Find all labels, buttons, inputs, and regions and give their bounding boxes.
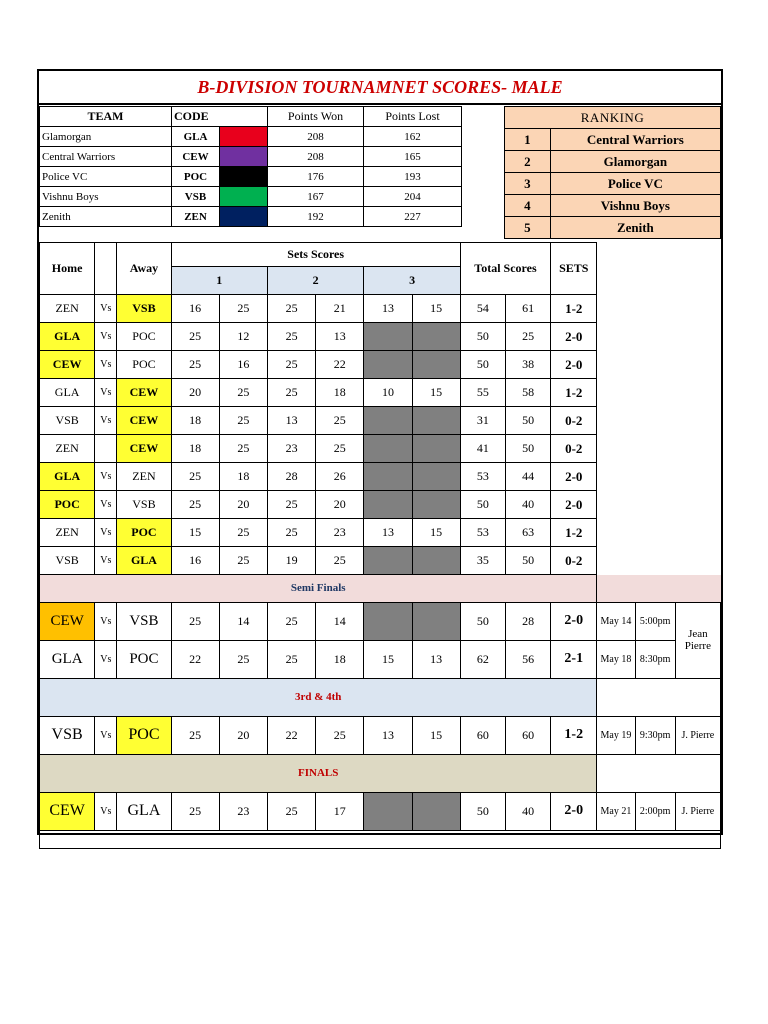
- vs-label: Vs: [95, 295, 117, 323]
- unplayed-set: [364, 491, 412, 519]
- footer-spacer: [40, 830, 721, 848]
- away-team: VSB: [117, 491, 171, 519]
- home-team: ZEN: [40, 435, 95, 463]
- away-team: POC: [117, 323, 171, 351]
- vs-label: Vs: [95, 519, 117, 547]
- total-score: 50: [460, 491, 505, 519]
- match-row: [40, 463, 721, 491]
- total-score: 56: [505, 640, 550, 678]
- set-score: 22: [171, 640, 219, 678]
- away-team: CEW: [117, 435, 171, 463]
- home-team: VSB: [40, 407, 95, 435]
- vs-label: Vs: [95, 351, 117, 379]
- total-score: 25: [505, 323, 550, 351]
- team-header: TEAM: [40, 107, 172, 127]
- home-team: POC: [40, 491, 95, 519]
- team-name: Zenith: [40, 207, 172, 227]
- home-team: CEW: [40, 792, 95, 830]
- rank-team: Central Warriors: [550, 129, 720, 151]
- away-team: POC: [117, 716, 171, 754]
- set-score: 25: [171, 602, 219, 640]
- set-score: 25: [219, 435, 267, 463]
- set-score: 21: [316, 295, 364, 323]
- set-score: 20: [219, 716, 267, 754]
- rank-position: 4: [505, 195, 551, 217]
- sets-result: 2-0: [551, 491, 597, 519]
- unplayed-set: [364, 323, 412, 351]
- sets-scores-header: Sets Scores: [171, 243, 460, 267]
- set-score: 25: [171, 323, 219, 351]
- rank-position: 5: [505, 217, 551, 239]
- sets-result: 1-2: [551, 295, 597, 323]
- set-score: 26: [316, 463, 364, 491]
- unplayed-set: [412, 602, 460, 640]
- team-code: ZEN: [172, 207, 220, 227]
- total-score: 41: [460, 435, 505, 463]
- unplayed-set: [364, 407, 412, 435]
- referee: J. Pierre: [675, 792, 720, 830]
- unplayed-set: [412, 463, 460, 491]
- team-code: CEW: [172, 147, 220, 167]
- semi-final-row: [40, 640, 721, 678]
- set-score: 25: [316, 435, 364, 463]
- total-score: 31: [460, 407, 505, 435]
- rank-team: Police VC: [550, 173, 720, 195]
- band-spacer: [597, 754, 721, 792]
- vs-label: Vs: [95, 323, 117, 351]
- set-score: 25: [267, 519, 315, 547]
- set-score: 13: [364, 519, 412, 547]
- total-score: 40: [505, 792, 550, 830]
- team-name: Glamorgan: [40, 127, 172, 147]
- sets-result: 2-0: [551, 463, 597, 491]
- set-score: 23: [219, 792, 267, 830]
- sets-result: 1-2: [551, 379, 597, 407]
- ranking-table: [504, 106, 721, 239]
- set-score: 25: [171, 463, 219, 491]
- set-score: 25: [267, 295, 315, 323]
- vs-label: Vs: [95, 602, 117, 640]
- total-score: 53: [460, 463, 505, 491]
- scores-table: [39, 242, 721, 849]
- sets-result: 2-0: [551, 602, 597, 640]
- match-row: [40, 435, 721, 463]
- vs-header: [95, 243, 117, 295]
- total-score: 50: [505, 547, 550, 575]
- sets-result: 2-0: [551, 351, 597, 379]
- team-color-swatch: [220, 207, 268, 227]
- set-score: 25: [267, 351, 315, 379]
- total-score: 53: [460, 519, 505, 547]
- total-score: 50: [460, 602, 505, 640]
- team-color-swatch: [220, 127, 268, 147]
- set-score: 12: [219, 323, 267, 351]
- sets-header: SETS: [551, 243, 597, 295]
- set-score: 28: [267, 463, 315, 491]
- set-score: 25: [267, 602, 315, 640]
- set-score: 25: [267, 792, 315, 830]
- set-score: 25: [219, 640, 267, 678]
- match-date: May 21: [597, 792, 635, 830]
- ranking-row: [505, 217, 721, 239]
- set-score: 10: [364, 379, 412, 407]
- unplayed-set: [412, 792, 460, 830]
- team-color-swatch: [220, 147, 268, 167]
- set-score: 15: [412, 519, 460, 547]
- match-row: [40, 519, 721, 547]
- final-row: [40, 792, 721, 830]
- match-row: [40, 491, 721, 519]
- vs-label: Vs: [95, 407, 117, 435]
- sets-result: 1-2: [551, 716, 597, 754]
- match-time: 5:00pm: [635, 602, 675, 640]
- match-date: May 14: [597, 602, 635, 640]
- vs-label: Vs: [95, 379, 117, 407]
- points-won: 208: [268, 147, 364, 167]
- set-score: 17: [316, 792, 364, 830]
- team-name: Central Warriors: [40, 147, 172, 167]
- set-score: 23: [267, 435, 315, 463]
- set-score: 25: [267, 640, 315, 678]
- band-spacer: [597, 678, 721, 716]
- set-score: 15: [412, 379, 460, 407]
- points-lost: 162: [364, 127, 462, 147]
- total-score: 50: [505, 435, 550, 463]
- set-score: 18: [171, 407, 219, 435]
- points-lost: 204: [364, 187, 462, 207]
- set-score: 15: [412, 716, 460, 754]
- home-team: CEW: [40, 602, 95, 640]
- finals-label: FINALS: [40, 754, 597, 792]
- points-lost: 227: [364, 207, 462, 227]
- set-score: 13: [412, 640, 460, 678]
- set-score: 18: [316, 640, 364, 678]
- total-score: 35: [460, 547, 505, 575]
- vs-label: Vs: [95, 491, 117, 519]
- set-score: 20: [316, 491, 364, 519]
- sets-result: 0-2: [551, 547, 597, 575]
- team-code: POC: [172, 167, 220, 187]
- third-place-row: [40, 716, 721, 754]
- ranking-header: RANKING: [505, 107, 721, 129]
- set-score: 25: [171, 491, 219, 519]
- home-team: GLA: [40, 379, 95, 407]
- away-team: GLA: [117, 792, 171, 830]
- home-team: VSB: [40, 547, 95, 575]
- set-score: 25: [219, 519, 267, 547]
- page-title: B-DIVISION TOURNAMNET SCORES- MALE: [39, 71, 721, 105]
- unplayed-set: [364, 351, 412, 379]
- semi-finals-band: [40, 575, 721, 603]
- unplayed-set: [364, 435, 412, 463]
- total-score: 55: [460, 379, 505, 407]
- set-score: 25: [267, 379, 315, 407]
- set-2-header: 2: [267, 267, 363, 295]
- points-won: 208: [268, 127, 364, 147]
- referee: J. Pierre: [675, 716, 720, 754]
- set-score: 18: [171, 435, 219, 463]
- total-score: 50: [460, 351, 505, 379]
- total-score: 61: [505, 295, 550, 323]
- set-score: 14: [316, 602, 364, 640]
- set-score: 22: [316, 351, 364, 379]
- total-score: 40: [505, 491, 550, 519]
- total-score: 50: [505, 407, 550, 435]
- home-team: ZEN: [40, 295, 95, 323]
- set-score: 13: [364, 295, 412, 323]
- team-row: [40, 167, 462, 187]
- points-won: 167: [268, 187, 364, 207]
- total-score: 60: [505, 716, 550, 754]
- total-score: 63: [505, 519, 550, 547]
- set-score: 23: [316, 519, 364, 547]
- set-score: 16: [171, 547, 219, 575]
- match-row: [40, 323, 721, 351]
- total-score: 44: [505, 463, 550, 491]
- unplayed-set: [412, 323, 460, 351]
- match-time: 8:30pm: [635, 640, 675, 678]
- set-score: 25: [267, 323, 315, 351]
- set-score: 25: [171, 716, 219, 754]
- vs-label: Vs: [95, 792, 117, 830]
- total-score: 60: [460, 716, 505, 754]
- team-code: GLA: [172, 127, 220, 147]
- set-score: 25: [171, 792, 219, 830]
- away-team: CEW: [117, 407, 171, 435]
- rank-team: Zenith: [550, 217, 720, 239]
- unplayed-set: [364, 602, 412, 640]
- away-header: Away: [117, 243, 171, 295]
- set-score: 25: [171, 351, 219, 379]
- rank-position: 2: [505, 151, 551, 173]
- vs-label: Vs: [95, 716, 117, 754]
- rank-position: 1: [505, 129, 551, 151]
- set-score: 25: [219, 295, 267, 323]
- semi-final-row: [40, 602, 721, 640]
- set-score: 15: [412, 295, 460, 323]
- set-score: 20: [219, 491, 267, 519]
- set-score: 13: [364, 716, 412, 754]
- teams-table: [39, 106, 462, 227]
- set-score: 15: [171, 519, 219, 547]
- sets-result: 2-0: [551, 323, 597, 351]
- set-score: 13: [316, 323, 364, 351]
- set-score: 14: [219, 602, 267, 640]
- vs-label: Vs: [95, 547, 117, 575]
- away-team: CEW: [117, 379, 171, 407]
- ranking-row: [505, 173, 721, 195]
- unplayed-set: [364, 547, 412, 575]
- set-3-header: 3: [364, 267, 460, 295]
- referee: Jean Pierre: [675, 602, 720, 678]
- unplayed-set: [412, 407, 460, 435]
- points-won: 192: [268, 207, 364, 227]
- home-team: GLA: [40, 323, 95, 351]
- set-score: 25: [219, 547, 267, 575]
- rank-team: Glamorgan: [550, 151, 720, 173]
- unplayed-set: [364, 792, 412, 830]
- total-score: 38: [505, 351, 550, 379]
- away-team: POC: [117, 351, 171, 379]
- set-score: 25: [316, 547, 364, 575]
- total-score: 50: [460, 792, 505, 830]
- third-place-band: [40, 678, 721, 716]
- total-score: 62: [460, 640, 505, 678]
- match-row: [40, 351, 721, 379]
- ranking-row: [505, 195, 721, 217]
- ranking-row: [505, 151, 721, 173]
- set-score: 25: [316, 716, 364, 754]
- points-lost: 193: [364, 167, 462, 187]
- match-time: 2:00pm: [635, 792, 675, 830]
- unplayed-set: [412, 491, 460, 519]
- sets-result: 1-2: [551, 519, 597, 547]
- away-team: POC: [117, 640, 171, 678]
- unplayed-set: [412, 547, 460, 575]
- vs-label: [95, 435, 117, 463]
- match-row: [40, 295, 721, 323]
- set-score: 18: [316, 379, 364, 407]
- set-score: 25: [316, 407, 364, 435]
- away-team: VSB: [117, 295, 171, 323]
- set-score: 16: [219, 351, 267, 379]
- finals-band: [40, 754, 721, 792]
- set-score: 18: [219, 463, 267, 491]
- team-name: Vishnu Boys: [40, 187, 172, 207]
- team-code: VSB: [172, 187, 220, 207]
- match-row: [40, 407, 721, 435]
- away-team: ZEN: [117, 463, 171, 491]
- set-score: 25: [219, 379, 267, 407]
- home-team: ZEN: [40, 519, 95, 547]
- sets-result: 0-2: [551, 435, 597, 463]
- score-sheet: [37, 69, 723, 835]
- home-team: VSB: [40, 716, 95, 754]
- team-color-swatch: [220, 187, 268, 207]
- semi-finals-label: Semi Finals: [40, 575, 597, 603]
- unplayed-set: [412, 351, 460, 379]
- set-1-header: 1: [171, 267, 267, 295]
- set-score: 22: [267, 716, 315, 754]
- set-score: 13: [267, 407, 315, 435]
- home-team: GLA: [40, 463, 95, 491]
- ranking-row: [505, 129, 721, 151]
- team-row: [40, 147, 462, 167]
- total-score: 58: [505, 379, 550, 407]
- set-score: 16: [171, 295, 219, 323]
- set-score: 25: [219, 407, 267, 435]
- band-spacer: [597, 575, 721, 603]
- total-scores-header: Total Scores: [460, 243, 550, 295]
- away-team: POC: [117, 519, 171, 547]
- total-score: 50: [460, 323, 505, 351]
- rank-position: 3: [505, 173, 551, 195]
- match-time: 9:30pm: [635, 716, 675, 754]
- match-date: May 18: [597, 640, 635, 678]
- match-row: [40, 379, 721, 407]
- code-header: CODE: [172, 107, 268, 127]
- team-row: [40, 187, 462, 207]
- vs-label: Vs: [95, 640, 117, 678]
- total-score: 28: [505, 602, 550, 640]
- vs-label: Vs: [95, 463, 117, 491]
- team-row: [40, 207, 462, 227]
- total-score: 54: [460, 295, 505, 323]
- rank-team: Vishnu Boys: [550, 195, 720, 217]
- match-date: May 19: [597, 716, 635, 754]
- set-score: 20: [171, 379, 219, 407]
- home-header: Home: [40, 243, 95, 295]
- away-team: VSB: [117, 602, 171, 640]
- match-row: [40, 547, 721, 575]
- home-team: GLA: [40, 640, 95, 678]
- set-score: 15: [364, 640, 412, 678]
- footer-row: [40, 830, 721, 848]
- third-place-label: 3rd & 4th: [40, 678, 597, 716]
- set-score: 25: [267, 491, 315, 519]
- sets-result: 2-0: [551, 792, 597, 830]
- points-won: 176: [268, 167, 364, 187]
- team-color-swatch: [220, 167, 268, 187]
- home-team: CEW: [40, 351, 95, 379]
- set-score: 19: [267, 547, 315, 575]
- unplayed-set: [412, 435, 460, 463]
- points-won-header: Points Won: [268, 107, 364, 127]
- points-lost: 165: [364, 147, 462, 167]
- team-name: Police VC: [40, 167, 172, 187]
- points-lost-header: Points Lost: [364, 107, 462, 127]
- unplayed-set: [364, 463, 412, 491]
- team-row: [40, 127, 462, 147]
- sets-result: 2-1: [551, 640, 597, 678]
- header-spacer: [597, 243, 721, 295]
- away-team: GLA: [117, 547, 171, 575]
- sets-result: 0-2: [551, 407, 597, 435]
